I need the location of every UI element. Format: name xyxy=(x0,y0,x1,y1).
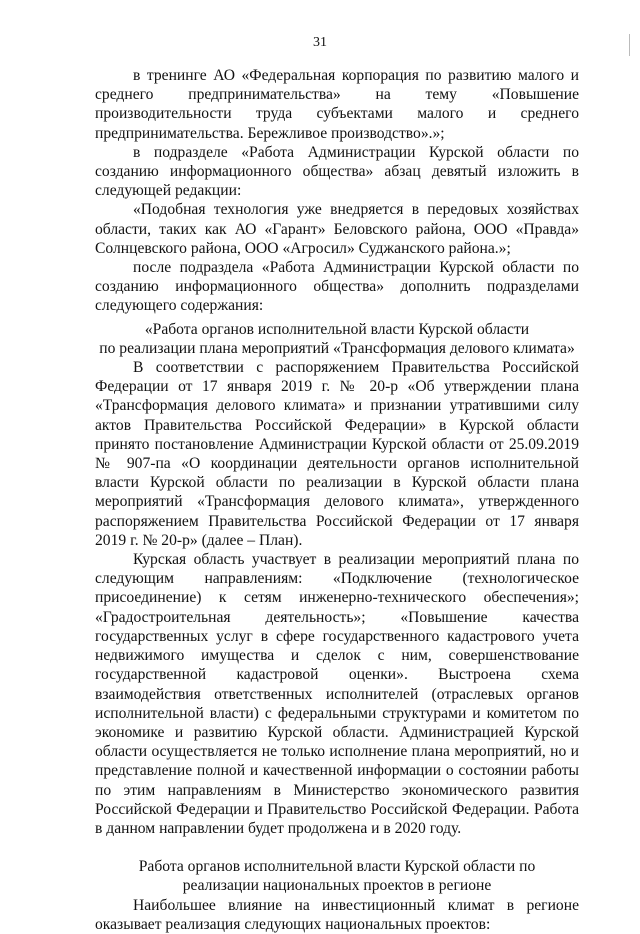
page-number: 31 xyxy=(313,35,327,50)
heading-line: реализации национальных проектов в регионе xyxy=(182,877,492,895)
paragraph-quoted-technology: «Подобная технология уже внедряется в передовых хозяйствах области, таких как АО «Гарант» Беловского района, ООО «Правда» Солнцевского района, ООО «Агросил» Суджанского района.»; xyxy=(95,201,579,257)
heading-line: «Работа органов исполнительной власти Курской области xyxy=(144,320,530,338)
paragraph-training: в тренинге АО «Федеральная корпорация по развитию малого и среднего предпринимательства» на тему «Повышение производительности труда субъектами малого и среднего предпринимательства. Бережливое производство».»; xyxy=(95,67,579,142)
scan-edge-mark xyxy=(629,34,636,56)
paragraph-government-order: В соответствии с распоряжением Правительства Российской Федерации от 17 января 2019 г. № 20-р «Об утверждении плана «Трансформация делового климата» и признании утратившими силу актов Правительства Российской Федерации» в Курской области принято постановление Администрации Курской области от 25.09.2019 № 907-па «О координации деятельности органов исполнительной власти Курской области по реализации в Курской области плана мероприятий «Трансформация делового климата», утвержденного распоряжением Правительства Российской Федерации от 17 января 2019 г. № 20-р» (далее – План). xyxy=(95,359,579,549)
body-text xyxy=(95,66,579,934)
paragraph-investment-climate: Наибольшее влияние на инвестиционный климат в регионе оказывает реализация следующих национальных проектов: xyxy=(95,896,579,933)
paragraph-subsection-edit: в подразделе «Работа Администрации Курской области по созданию информационного общества» абзац девятый изложить в следующей редакции: xyxy=(95,143,579,200)
section-heading-national-projects xyxy=(95,857,579,895)
heading-line: по реализации плана мероприятий «Трансформация делового климата» xyxy=(99,339,575,357)
paragraph-plan-directions: Курская область участвует в реализации мероприятий плана по следующим направлениям: «Подключение (технологическое присоединение) к сетям инженерно-технического обеспечения»; «Градостроительная деятельность»; «Повышение качества государственных услуг в сфере государственного кадастрового учета недвижимого имущества и сделок с ним, совершенствование государственной кадастровой оценки». Выстроена схема взаимодействия ответственных исполнителей (отраслевых органов исполнительной власти) с федеральными структурами и комитетом по экономике и развитию Курской области. Администрацией Курской области осуществляется не только исполнение плана мероприятий, но и представление полной и качественной информации о состоянии работы по этим направлениям в Министерство экономического развития Российской Федерации и Правительство Российской Федерации. Работа в данном направлении будет продолжена и в 2020 году. xyxy=(95,551,579,837)
paragraph-add-subsections: после подраздела «Работа Администрации Курской области по созданию информационного общества» дополнить подразделами следующего содержания: xyxy=(95,259,579,315)
heading-line: Работа органов исполнительной власти Курской области по xyxy=(138,858,536,876)
section-heading-business-climate xyxy=(95,320,579,358)
